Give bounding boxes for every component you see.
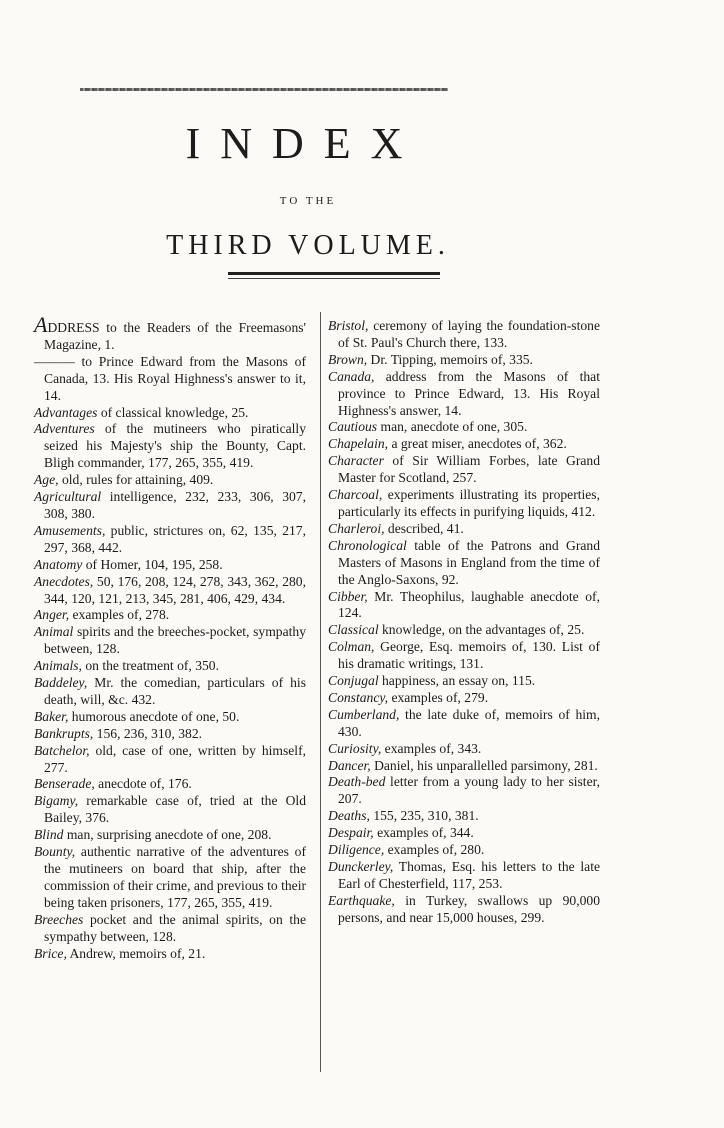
entry-text: humorous anecdote of one, 50. xyxy=(68,708,240,724)
index-entry xyxy=(328,436,600,453)
entry-headword: Animal xyxy=(34,624,74,640)
entry-text: man, surprising anecdote of one, 208. xyxy=(63,827,272,843)
entry-headword: Blind xyxy=(34,827,64,843)
page-title: INDEX xyxy=(185,119,423,168)
index-entry xyxy=(328,690,600,707)
entry-text: Thomas, Esq. his letters to the late Earl of Chesterfield, 117, 253. xyxy=(338,859,600,891)
index-entry xyxy=(34,776,306,793)
entry-headword: Anger, xyxy=(34,607,70,623)
index-entry xyxy=(34,472,306,489)
index-entry xyxy=(34,312,306,354)
index-entry xyxy=(328,825,600,842)
entry-headword: Death-bed xyxy=(328,774,386,790)
index-entry xyxy=(34,405,306,422)
entry-text: 50, 176, 208, 124, 278, 343, 362, 280, 344, 120, 121, 213, 345, 281, 406, 429, 434. xyxy=(44,573,306,606)
index-entry xyxy=(328,419,600,436)
entry-text: spirits and the breeches-pocket, sympathy between, 128. xyxy=(44,624,306,657)
index-entry xyxy=(34,709,306,726)
index-entry xyxy=(328,741,600,758)
entry-text: table of the Patrons and Grand Masters of Masons in England from the time of the Anglo-Saxons, 92. xyxy=(338,537,600,587)
entry-headword: Baker, xyxy=(34,708,69,724)
index-entry xyxy=(328,859,600,893)
entry-text: Mr. the comedian, particulars of his death, will, &c. 432. xyxy=(44,675,306,707)
entry-headword: Charcoal, xyxy=(328,487,383,503)
entry-text: 156, 236, 310, 382. xyxy=(93,725,203,741)
entry-headword: Anecdotes, xyxy=(34,573,94,589)
entry-text: examples of, 280. xyxy=(384,842,485,858)
entry-headword: Chronological xyxy=(328,537,407,553)
entry-text: letter from a young lady to her sister, 207. xyxy=(338,774,600,807)
entry-headword: Diligence, xyxy=(328,842,385,858)
entry-text: remarkable case of, tried at the Old Bailey, 376. xyxy=(44,793,306,826)
index-entry xyxy=(34,421,306,472)
entry-headword: Charleroi, xyxy=(328,520,385,536)
entry-text: examples of, 279. xyxy=(388,689,489,705)
entry-headword: Canada, xyxy=(328,368,375,384)
entry-text: examples of, 278. xyxy=(69,607,170,623)
entry-text: old, case of one, written by himself, 277. xyxy=(44,742,306,775)
entry-text: Daniel, his unparallelled parsimony, 281. xyxy=(370,757,598,773)
entry-headword: Cumberland, xyxy=(328,706,400,722)
index-entry xyxy=(328,893,600,927)
index-entry xyxy=(34,793,306,827)
index-entry xyxy=(34,574,306,608)
index-entry xyxy=(328,538,600,589)
title-rule xyxy=(228,272,440,279)
entry-headword: Agricultural xyxy=(34,489,102,505)
index-entry xyxy=(328,842,600,859)
entry-text: authentic narrative of the adventures of the mutineers on board that ship, after the commission of their crime, and previous to their being taken prisoners, 177, 265, 355, 419. xyxy=(44,844,306,910)
index-column-right xyxy=(328,318,600,927)
entry-text: of the mutineers who piratically seized his Majesty's ship the Bounty, Capt. Bligh commander, 177, 265, 355, 419. xyxy=(44,421,306,471)
index-entry xyxy=(34,912,306,946)
index-column-left xyxy=(34,312,306,962)
entry-headword: Adventures xyxy=(34,421,95,437)
entry-text: the late duke of, memoirs of him, 430. xyxy=(338,706,600,739)
entry-headword: Anatomy xyxy=(34,556,83,572)
index-entry xyxy=(328,352,600,369)
entry-text: George, Esq. memoirs of, 130. List of his dramatic writings, 131. xyxy=(338,639,600,672)
index-entry xyxy=(34,658,306,675)
entry-headword: Chapelain, xyxy=(328,436,389,452)
index-entry xyxy=(34,624,306,658)
entry-headword: Brice, xyxy=(34,945,67,961)
volume-title: THIRD VOLUME. xyxy=(166,230,450,261)
entry-headword: A xyxy=(34,312,48,337)
index-entry xyxy=(328,808,600,825)
index-entry xyxy=(328,487,600,521)
index-entry xyxy=(34,557,306,574)
entry-headword: Deaths, xyxy=(328,808,370,824)
entry-text: a great miser, anecdotes of, 362. xyxy=(388,436,567,452)
entry-headword: Earthquake, xyxy=(328,892,395,908)
entry-headword: Bankrupts, xyxy=(34,725,94,741)
entry-text: examples of, 344. xyxy=(373,825,474,841)
entry-headword: Character xyxy=(328,453,384,469)
entry-text: on the treatment of, 350. xyxy=(81,658,220,674)
top-rule xyxy=(80,88,448,91)
entry-headword: Age, xyxy=(34,472,59,488)
entry-headword: Bounty, xyxy=(34,844,76,860)
entry-headword: Dunckerley, xyxy=(328,859,394,874)
index-entry xyxy=(34,489,306,523)
entry-text: pocket and the animal spirits, on the sympathy between, 128. xyxy=(44,911,306,944)
entry-headword: Animals, xyxy=(34,658,82,674)
entry-text: man, anecdote of one, 305. xyxy=(377,419,528,435)
entry-text: experiments illustrating its properties, particularly its effects in purifying liquids, 412. xyxy=(338,487,600,519)
entry-text: old, rules for attaining, 409. xyxy=(58,472,214,488)
entry-text: of Homer, 104, 195, 258. xyxy=(82,556,223,572)
entry-headword: Breeches xyxy=(34,911,84,927)
entry-text: intelligence, 232, 233, 306, 307, 308, 380. xyxy=(44,489,306,521)
index-entry xyxy=(34,946,306,963)
index-entry xyxy=(34,607,306,624)
index-entry xyxy=(328,453,600,487)
index-entry xyxy=(34,354,306,405)
index-entry xyxy=(328,707,600,741)
column-divider xyxy=(320,312,321,1072)
entry-text: DDRESS to the Readers of the Freemasons' Magazine, 1. xyxy=(44,320,306,352)
entry-text: Mr. Theophilus, laughable anecdote of, 124. xyxy=(338,588,600,621)
entry-headword: Dancer, xyxy=(328,757,371,773)
entry-text: of classical knowledge, 25. xyxy=(97,404,249,420)
entry-headword: Benserade, xyxy=(34,776,95,792)
index-entry xyxy=(328,639,600,673)
entry-text: described, 41. xyxy=(384,520,464,536)
entry-text: ceremony of laying the foundation-stone of St. Paul's Church there, 133. xyxy=(338,318,600,350)
entry-text: anecdote of, 176. xyxy=(94,776,192,792)
index-entry xyxy=(34,827,306,844)
entry-text: Dr. Tipping, memoirs of, 335. xyxy=(367,351,533,367)
entry-headword: Bigamy, xyxy=(34,793,79,809)
entry-text: of Sir William Forbes, late Grand Master for Scotland, 257. xyxy=(338,453,600,486)
entry-headword: Classical xyxy=(328,622,379,638)
entry-headword: Advantages xyxy=(34,404,98,420)
entry-headword: Conjugal xyxy=(328,673,379,689)
entry-text: in Turkey, swallows up 90,000 persons, and near 15,000 houses, 299. xyxy=(338,892,600,925)
entry-headword: Constancy, xyxy=(328,689,389,705)
index-entry xyxy=(34,726,306,743)
entry-headword: Despair, xyxy=(328,825,374,841)
page-subtitle: TO THE xyxy=(279,195,337,207)
entry-text: address from the Masons of that province to Prince Edward, 13. His Royal Highness's answer, 14. xyxy=(338,368,600,418)
entry-text: public, strictures on, 62, 135, 217, 297, 368, 442. xyxy=(44,522,306,555)
entry-headword: Batchelor, xyxy=(34,742,90,758)
entry-headword: Curiosity, xyxy=(328,740,382,756)
entry-headword: Cibber, xyxy=(328,588,368,604)
index-entry xyxy=(34,743,306,777)
entry-text: 155, 235, 310, 381. xyxy=(369,808,479,824)
index-entry xyxy=(328,369,600,420)
entry-text: happiness, an essay on, 115. xyxy=(378,673,536,689)
index-entry xyxy=(328,622,600,639)
entry-text: Andrew, memoirs of, 21. xyxy=(66,945,206,961)
index-entry xyxy=(34,523,306,557)
index-entry xyxy=(328,521,600,538)
entry-headword: Brown, xyxy=(328,351,368,367)
entry-text: examples of, 343. xyxy=(381,740,482,756)
entry-headword: Amusements, xyxy=(34,522,106,538)
index-entry xyxy=(328,758,600,775)
index-entry xyxy=(34,675,306,709)
entry-text: knowledge, on the advantages of, 25. xyxy=(378,622,585,638)
entry-headword: Colman, xyxy=(328,639,375,655)
index-entry xyxy=(328,774,600,808)
index-entry xyxy=(328,589,600,623)
index-entry xyxy=(328,673,600,690)
index-entry xyxy=(34,844,306,912)
entry-headword: Bristol, xyxy=(328,318,369,333)
index-entry xyxy=(328,318,600,352)
entry-text: ——— to Prince Edward from the Masons of Canada, 13. His Royal Highness's answer to it, 14. xyxy=(34,353,306,403)
entry-headword: Baddeley, xyxy=(34,675,88,691)
entry-headword: Cautious xyxy=(328,419,378,435)
